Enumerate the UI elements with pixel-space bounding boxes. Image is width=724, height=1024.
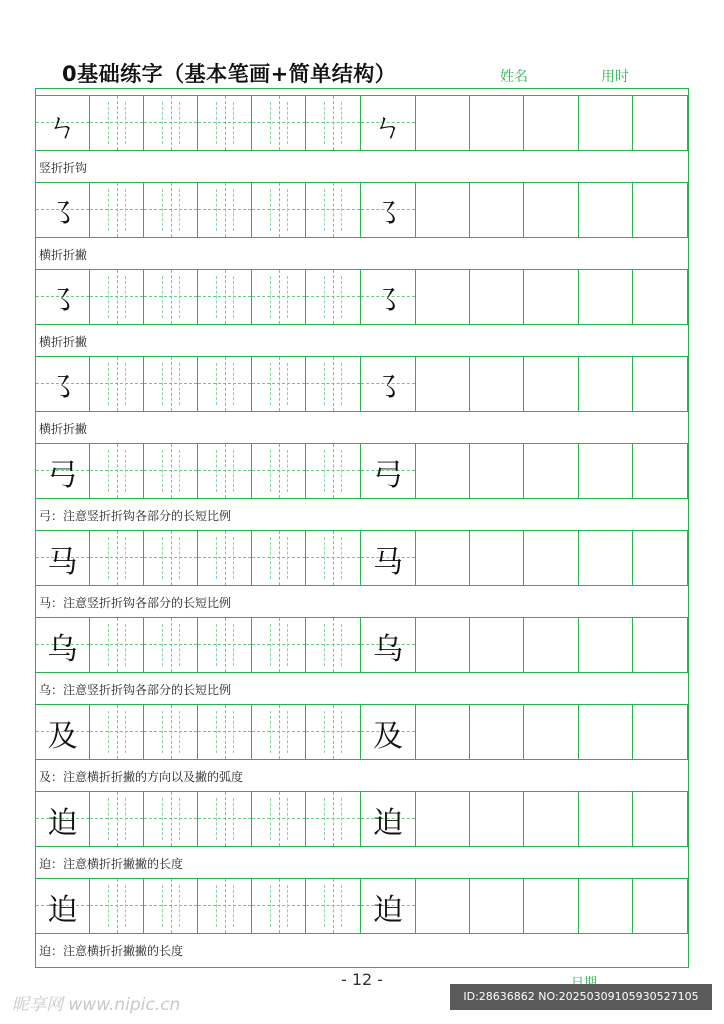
trace-cell <box>198 444 252 498</box>
model-character: 迫 <box>47 893 78 928</box>
model-character: ㇌ <box>47 284 78 319</box>
trace-cell <box>198 879 252 933</box>
guide-line <box>225 183 226 237</box>
blank-cell[interactable] <box>524 444 579 498</box>
model-character: ㇌ <box>373 197 403 232</box>
blank-cell[interactable] <box>579 444 633 498</box>
blank-cell[interactable] <box>416 792 470 846</box>
copy-cell <box>361 270 416 324</box>
blank-cell[interactable] <box>633 96 688 150</box>
model-cell <box>36 705 90 759</box>
copy-cell <box>361 618 416 672</box>
guide-line <box>117 444 118 498</box>
model-character: ㇌ <box>373 371 403 406</box>
trace-cell <box>306 96 361 150</box>
page-title: 0基础练字（基本笔画+简单结构） <box>62 62 397 86</box>
guide-line <box>171 879 172 933</box>
model-character: 乌 <box>373 632 403 667</box>
blank-cell[interactable] <box>524 705 579 759</box>
trace-cell <box>144 618 198 672</box>
trace-cell <box>252 792 306 846</box>
grid-cells <box>36 617 688 673</box>
copy-cell <box>361 705 416 759</box>
blank-cell[interactable] <box>470 357 524 411</box>
guide-line <box>117 531 118 585</box>
guide-line <box>225 792 226 846</box>
guide-line <box>279 96 280 150</box>
guide-line <box>225 270 226 324</box>
practice-row <box>36 348 688 434</box>
trace-cell <box>144 879 198 933</box>
trace-cell <box>144 357 198 411</box>
blank-cell[interactable] <box>470 444 524 498</box>
model-character: 迫 <box>47 806 78 841</box>
model-cell <box>36 531 90 585</box>
blank-cell[interactable] <box>579 792 633 846</box>
grid-cells <box>36 356 688 412</box>
blank-cell[interactable] <box>416 618 470 672</box>
blank-cell[interactable] <box>579 96 633 150</box>
guide-line <box>117 879 118 933</box>
copy-cell <box>361 357 416 411</box>
guide-line <box>279 357 280 411</box>
guide-line <box>225 618 226 672</box>
guide-line <box>117 357 118 411</box>
guide-line <box>171 792 172 846</box>
guide-line <box>225 531 226 585</box>
trace-cell <box>252 270 306 324</box>
trace-cell <box>144 705 198 759</box>
guide-line <box>117 618 118 672</box>
model-character: ㇌ <box>373 284 403 319</box>
model-character: 弓 <box>47 458 78 493</box>
blank-cell[interactable] <box>470 792 524 846</box>
model-cell <box>36 444 90 498</box>
trace-cell <box>306 357 361 411</box>
blank-cell[interactable] <box>579 183 633 237</box>
blank-cell[interactable] <box>416 96 470 150</box>
practice-row <box>36 522 688 608</box>
row-note: 弓：注意竖折折钩各部分的长短比例 <box>39 509 232 523</box>
trace-cell <box>252 357 306 411</box>
trace-cell <box>306 879 361 933</box>
model-character: 马 <box>373 545 403 580</box>
model-cell <box>36 879 90 933</box>
model-character: ㇌ <box>47 371 78 406</box>
copy-cell <box>361 183 416 237</box>
trace-cell <box>306 618 361 672</box>
guide-line <box>279 444 280 498</box>
blank-cell[interactable] <box>470 879 524 933</box>
practice-row <box>36 435 688 521</box>
row-note: 马：注意竖折折钩各部分的长短比例 <box>39 596 232 610</box>
blank-cell[interactable] <box>579 879 633 933</box>
trace-cell <box>144 792 198 846</box>
row-note: 乌：注意竖折折钩各部分的长短比例 <box>39 683 232 697</box>
guide-line <box>333 879 334 933</box>
trace-cell <box>144 183 198 237</box>
guide-line <box>225 879 226 933</box>
grid-cells <box>36 878 688 934</box>
trace-cell <box>90 270 144 324</box>
guide-line <box>171 270 172 324</box>
trace-cell <box>90 792 144 846</box>
blank-cell[interactable] <box>416 183 470 237</box>
blank-cell[interactable] <box>470 618 524 672</box>
blank-cell[interactable] <box>633 357 688 411</box>
blank-cell[interactable] <box>470 96 524 150</box>
guide-line <box>333 357 334 411</box>
trace-cell <box>198 96 252 150</box>
trace-cell <box>306 183 361 237</box>
model-character: 马 <box>47 545 78 580</box>
row-note: 迫：注意横折折撇撇的长度 <box>39 944 184 958</box>
model-character: ㄣ <box>47 110 78 145</box>
trace-cell <box>198 618 252 672</box>
guide-line <box>225 357 226 411</box>
grid-cells <box>36 530 688 586</box>
row-note: 横折折撇 <box>39 335 88 349</box>
guide-line <box>333 96 334 150</box>
practice-row <box>36 609 688 695</box>
blank-cell[interactable] <box>416 444 470 498</box>
guide-line <box>117 96 118 150</box>
model-cell <box>36 183 90 237</box>
guide-line <box>333 792 334 846</box>
blank-cell[interactable] <box>470 531 524 585</box>
blank-cell[interactable] <box>524 357 579 411</box>
blank-cell[interactable] <box>524 879 579 933</box>
model-character: 弓 <box>373 458 403 493</box>
trace-cell <box>198 183 252 237</box>
copy-cell <box>361 531 416 585</box>
trace-cell <box>90 531 144 585</box>
guide-line <box>333 705 334 759</box>
trace-cell <box>90 357 144 411</box>
model-character: 迫 <box>373 893 403 928</box>
grid-cells <box>36 791 688 847</box>
grid-cells <box>36 443 688 499</box>
trace-cell <box>198 705 252 759</box>
guide-line <box>279 531 280 585</box>
blank-cell[interactable] <box>579 531 633 585</box>
blank-cell[interactable] <box>470 183 524 237</box>
trace-cell <box>198 792 252 846</box>
row-note: 迫：注意横折折撇撇的长度 <box>39 857 184 871</box>
model-cell <box>36 357 90 411</box>
guide-line <box>279 792 280 846</box>
model-cell <box>36 792 90 846</box>
trace-cell <box>144 531 198 585</box>
trace-cell <box>306 792 361 846</box>
model-character: ㄣ <box>373 110 403 145</box>
blank-cell[interactable] <box>524 531 579 585</box>
blank-cell[interactable] <box>416 531 470 585</box>
model-character: 及 <box>47 719 78 754</box>
time-label: 用时 <box>601 69 629 85</box>
page-number: - 12 - <box>340 970 384 989</box>
practice-row <box>36 870 688 956</box>
practice-row <box>36 783 688 869</box>
practice-row <box>36 87 688 173</box>
grid-cells <box>36 704 688 760</box>
trace-cell <box>306 270 361 324</box>
practice-sheet <box>35 88 689 968</box>
blank-cell[interactable] <box>633 705 688 759</box>
model-character: ㇌ <box>47 197 78 232</box>
copy-cell <box>361 792 416 846</box>
trace-cell <box>252 879 306 933</box>
blank-cell[interactable] <box>579 357 633 411</box>
model-character: 乌 <box>47 632 78 667</box>
blank-cell[interactable] <box>633 879 688 933</box>
practice-row <box>36 261 688 347</box>
trace-cell <box>198 531 252 585</box>
model-cell <box>36 270 90 324</box>
blank-cell[interactable] <box>633 444 688 498</box>
guide-line <box>333 270 334 324</box>
trace-cell <box>198 270 252 324</box>
copy-cell <box>361 96 416 150</box>
trace-cell <box>90 183 144 237</box>
trace-cell <box>252 444 306 498</box>
trace-cell <box>306 531 361 585</box>
guide-line <box>117 792 118 846</box>
trace-cell <box>90 705 144 759</box>
blank-cell[interactable] <box>633 183 688 237</box>
trace-cell <box>90 879 144 933</box>
blank-cell[interactable] <box>579 270 633 324</box>
trace-cell <box>306 444 361 498</box>
trace-cell <box>306 705 361 759</box>
guide-line <box>333 444 334 498</box>
trace-cell <box>144 444 198 498</box>
model-cell <box>36 96 90 150</box>
blank-cell[interactable] <box>470 270 524 324</box>
blank-cell[interactable] <box>524 618 579 672</box>
trace-cell <box>144 270 198 324</box>
name-label: 姓名 <box>500 69 528 85</box>
blank-cell[interactable] <box>524 792 579 846</box>
trace-cell <box>198 357 252 411</box>
trace-cell <box>144 96 198 150</box>
trace-cell <box>252 618 306 672</box>
blank-cell[interactable] <box>524 270 579 324</box>
trace-cell <box>90 444 144 498</box>
model-character: 迫 <box>373 806 403 841</box>
guide-line <box>333 618 334 672</box>
copy-cell <box>361 444 416 498</box>
trace-cell <box>252 531 306 585</box>
trace-cell <box>252 96 306 150</box>
guide-line <box>279 618 280 672</box>
grid-cells <box>36 269 688 325</box>
guide-line <box>171 96 172 150</box>
model-character: 及 <box>373 719 403 754</box>
blank-cell[interactable] <box>416 357 470 411</box>
guide-line <box>279 705 280 759</box>
trace-cell <box>252 183 306 237</box>
guide-line <box>171 444 172 498</box>
blank-cell[interactable] <box>633 792 688 846</box>
guide-line <box>279 879 280 933</box>
blank-cell[interactable] <box>633 618 688 672</box>
guide-line <box>279 270 280 324</box>
blank-cell[interactable] <box>470 705 524 759</box>
watermark-id: ID:28636862 NO:20250309105930527105 <box>450 984 712 1010</box>
copy-cell <box>361 879 416 933</box>
blank-cell[interactable] <box>416 705 470 759</box>
model-cell <box>36 618 90 672</box>
blank-cell[interactable] <box>633 531 688 585</box>
grid-cells <box>36 95 688 151</box>
trace-cell <box>90 96 144 150</box>
guide-line <box>333 531 334 585</box>
trace-cell <box>252 705 306 759</box>
guide-line <box>117 705 118 759</box>
guide-line <box>225 444 226 498</box>
guide-line <box>225 96 226 150</box>
blank-cell[interactable] <box>579 705 633 759</box>
guide-line <box>117 270 118 324</box>
row-note: 横折折撇 <box>39 422 88 436</box>
grid-cells <box>36 182 688 238</box>
guide-line <box>171 618 172 672</box>
blank-cell[interactable] <box>579 618 633 672</box>
trace-cell <box>90 618 144 672</box>
row-note: 及：注意横折折撇的方向以及撇的弧度 <box>39 770 244 784</box>
row-note: 竖折折钩 <box>39 161 88 175</box>
guide-line <box>333 183 334 237</box>
guide-line <box>171 183 172 237</box>
guide-line <box>171 531 172 585</box>
guide-line <box>117 183 118 237</box>
watermark-site: 昵享网 www.nipic.cn <box>12 995 181 1015</box>
guide-line <box>171 705 172 759</box>
practice-row <box>36 696 688 782</box>
guide-line <box>225 705 226 759</box>
row-note: 横折折撇 <box>39 248 88 262</box>
blank-cell[interactable] <box>633 270 688 324</box>
guide-line <box>279 183 280 237</box>
blank-cell[interactable] <box>524 183 579 237</box>
practice-row <box>36 174 688 260</box>
blank-cell[interactable] <box>416 879 470 933</box>
blank-cell[interactable] <box>524 96 579 150</box>
guide-line <box>171 357 172 411</box>
blank-cell[interactable] <box>416 270 470 324</box>
